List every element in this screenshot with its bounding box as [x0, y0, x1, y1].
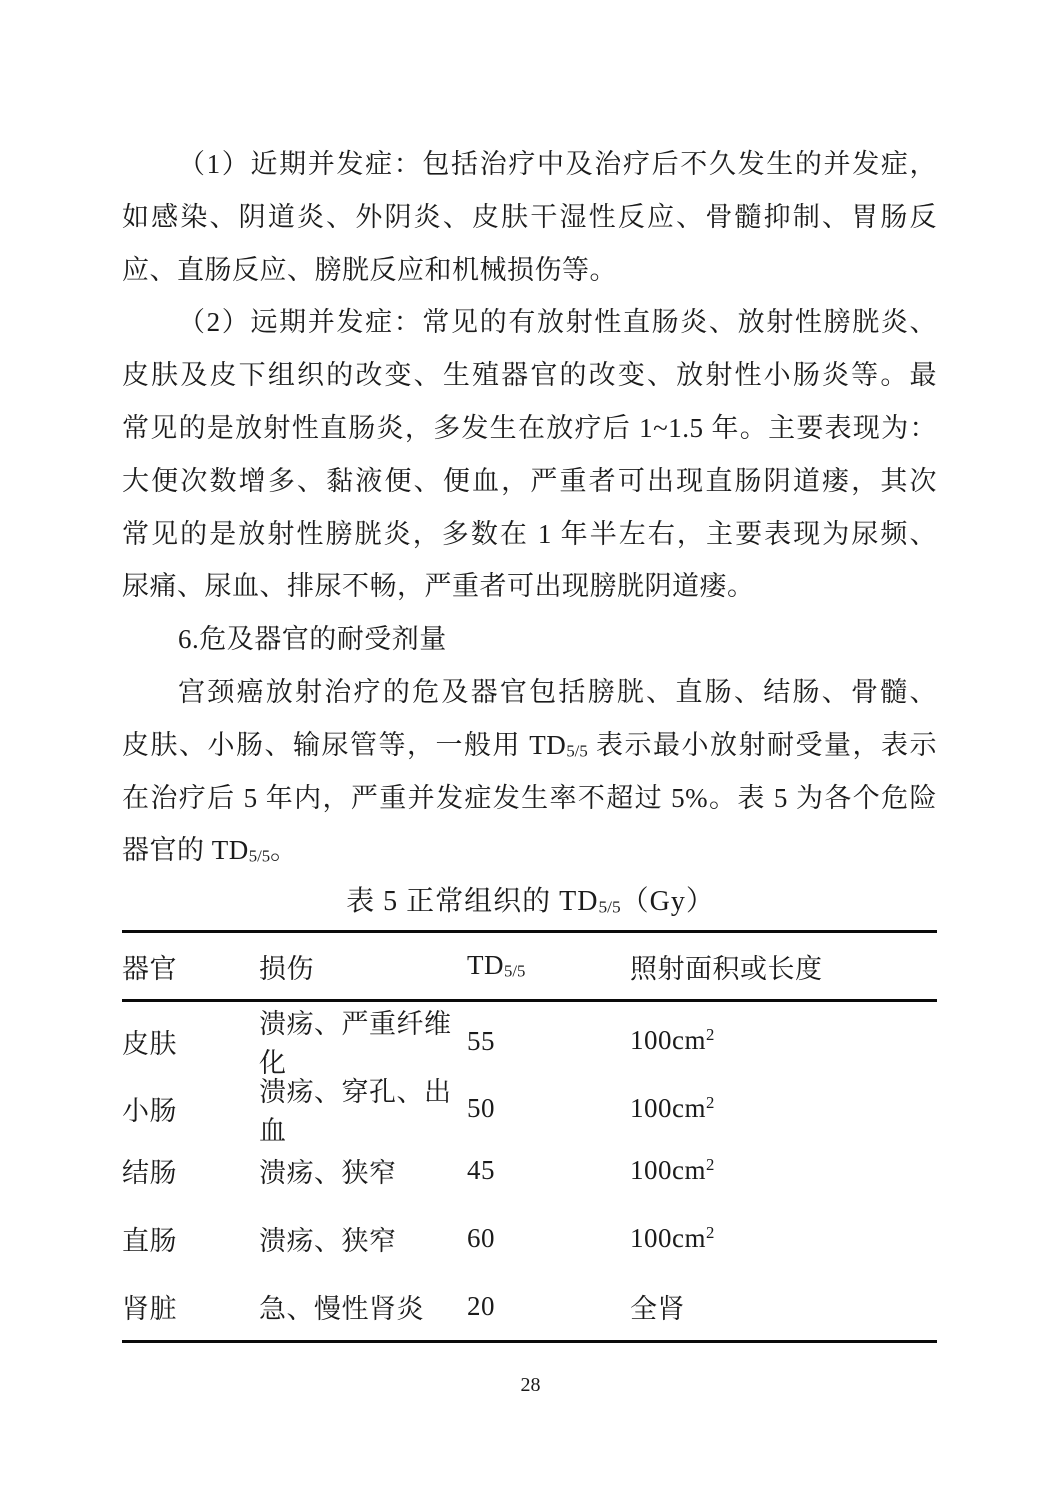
table-header-row: [122, 933, 937, 999]
table-bottom-rule: [122, 1340, 937, 1343]
area-superscript: 2: [706, 1155, 715, 1175]
caption-text: 表 5 正常组织的 TD: [346, 886, 599, 917]
area-text: 100cm: [630, 1223, 706, 1254]
table-caption: [0, 876, 1061, 928]
cell-td: 20: [467, 1290, 495, 1321]
cell-injury: 急、慢性肾炎: [259, 1293, 424, 1324]
paragraph-line: 如感染、阴道炎、外阴炎、皮肤干湿性反应、骨髓抑制、胃肠反: [122, 201, 937, 232]
paragraph-line: [122, 719, 937, 772]
paragraph-line: （2）远期并发症：常见的有放射性直肠炎、放射性膀胱炎、: [178, 307, 937, 338]
td-subscript: 5/5: [566, 741, 588, 761]
paragraph-line: 宫颈癌放射治疗的危及器官包括膀胱、直肠、结肠、骨髓、: [178, 676, 937, 707]
area-text: 100cm: [630, 1093, 706, 1124]
cell-injury: 溃疡、穿孔、出血: [259, 1076, 452, 1146]
area-text: 100cm: [630, 1025, 706, 1056]
area-superscript: 2: [706, 1222, 715, 1242]
cell-area: [630, 1287, 937, 1326]
paragraph-line: 大便次数增多、黏液便、便血，严重者可出现直肠阴道瘘，其次: [122, 465, 937, 496]
cell-td: 55: [467, 1025, 495, 1056]
area-superscript: 2: [706, 1092, 715, 1112]
cell-organ: 皮肤: [122, 1028, 177, 1059]
td-subscript: 5/5: [504, 961, 526, 981]
caption-text: （Gy）: [620, 886, 715, 917]
cell-organ: 直肠: [122, 1226, 177, 1257]
paragraph-line: [122, 824, 937, 877]
header-text: TD: [467, 950, 504, 981]
line-text: 表示最小放射耐受量，表示: [587, 729, 938, 760]
section-heading: 6.危及器官的耐受剂量: [178, 624, 447, 655]
column-header-td: [467, 950, 630, 982]
column-header-area: 照射面积或长度: [630, 953, 823, 984]
paragraph-line: 常见的是放射性直肠炎，多发生在放疗后 1~1.5 年。主要表现为：: [122, 412, 937, 443]
line-text: 皮肤、小肠、输尿管等，一般用 TD: [122, 729, 567, 760]
table-row: [122, 1205, 937, 1273]
column-header-organ: 器官: [122, 953, 177, 984]
area-text: 100cm: [630, 1155, 706, 1186]
table-row: [122, 1137, 937, 1205]
table-row: [122, 1002, 937, 1078]
cell-organ: 结肠: [122, 1158, 177, 1189]
normal-tissue-td-table: [122, 930, 937, 1343]
body-text: [122, 138, 937, 877]
column-header-injury: 损伤: [259, 953, 314, 984]
area-text: 全肾: [630, 1293, 685, 1324]
paragraph-line: 应、直肠反应、膀胱反应和机械损伤等。: [122, 254, 617, 285]
cell-injury: 溃疡、严重纤维化: [259, 1009, 452, 1078]
page-number: 28: [520, 1374, 541, 1396]
td-subscript: 5/5: [598, 897, 621, 917]
paragraph-line: 在治疗后 5 年内，严重并发症发生率不超过 5%。表 5 为各个危险: [122, 782, 937, 813]
paragraph-line: 常见的是放射性膀胱炎，多数在 1 年半左右，主要表现为尿频、: [122, 518, 937, 549]
line-text: 器官的 TD: [122, 835, 249, 866]
cell-td: 50: [467, 1093, 495, 1124]
td-subscript: 5/5: [248, 846, 271, 866]
cell-organ: 肾脏: [122, 1293, 177, 1324]
paragraph-line: 尿痛、尿血、排尿不畅，严重者可出现膀胱阴道瘘。: [122, 571, 755, 602]
cell-area: [630, 1223, 937, 1254]
line-text: 。: [270, 835, 298, 866]
cell-injury: 溃疡、狭窄: [259, 1226, 397, 1257]
paragraph-line: （1）近期并发症：包括治疗中及治疗后不久发生的并发症，: [178, 149, 937, 179]
paragraph-line: 皮肤及皮下组织的改变、生殖器官的改变、放射性小肠炎等。最: [122, 360, 937, 391]
cell-area: [630, 1155, 937, 1186]
cell-td: 60: [467, 1223, 495, 1254]
cell-injury: 溃疡、狭窄: [259, 1158, 397, 1189]
table-row: [122, 1070, 937, 1146]
table-row: [122, 1272, 937, 1340]
cell-area: [630, 1025, 937, 1056]
area-superscript: 2: [706, 1025, 715, 1045]
cell-organ: 小肠: [122, 1096, 177, 1127]
cell-area: [630, 1093, 937, 1124]
cell-td: 45: [467, 1155, 495, 1186]
